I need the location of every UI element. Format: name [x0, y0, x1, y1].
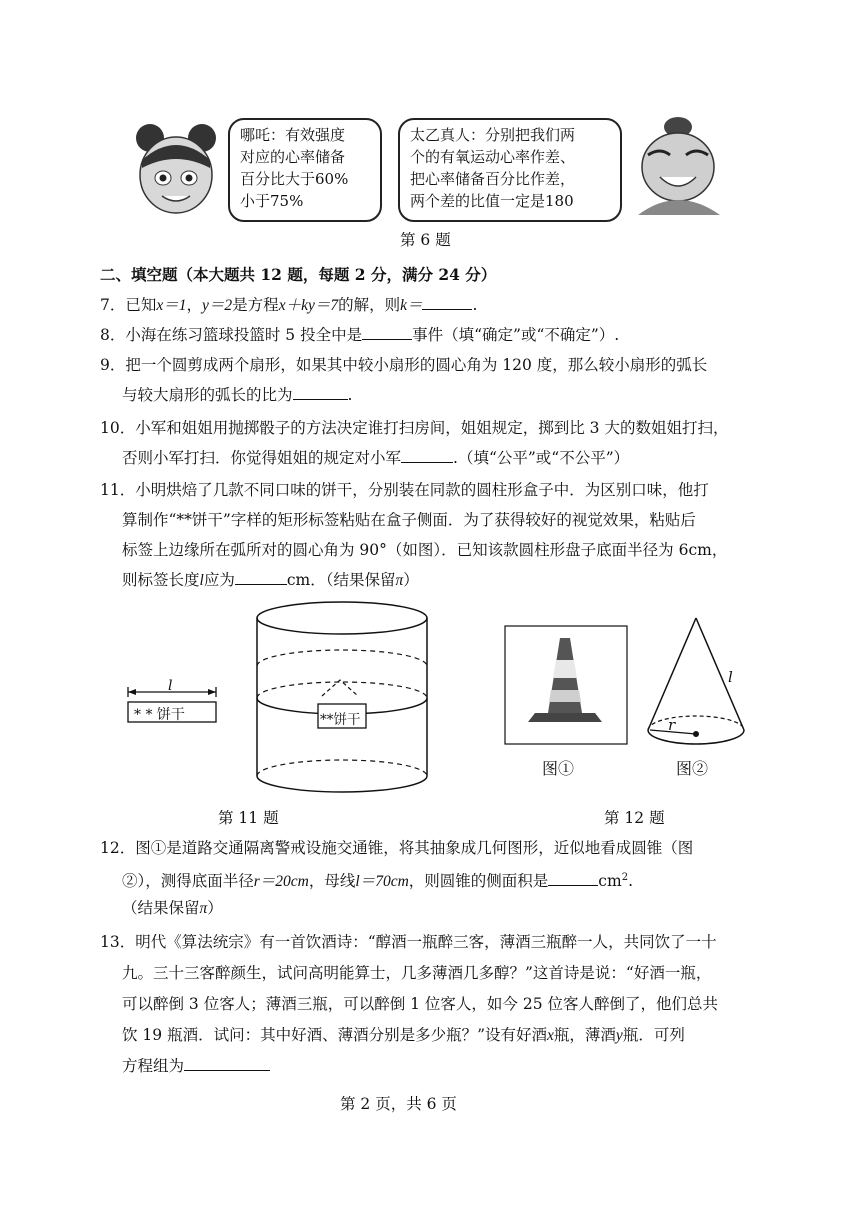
question-11-line3: 标签上边缘所在弧所对的圆心角为 90°（如图）．已知该款圆柱形盘子底面半径为 6cm，	[122, 541, 728, 559]
section-heading: 二、填空题（本大题共 12 题，每题 2 分，满分 24 分）	[100, 265, 497, 284]
answer-blank[interactable]	[184, 1056, 270, 1071]
answer-blank[interactable]	[548, 871, 598, 886]
bubble-line: 个的有氧运动心率作差、	[410, 148, 576, 166]
answer-blank[interactable]	[362, 325, 412, 340]
question-11-line4: 则标签长度l应为 cm．（结果保留π）	[122, 571, 419, 589]
figure-12	[500, 598, 780, 798]
question-8: 8．小海在练习篮球投篮时 5 投全中是 事件（填“确定”或“不确定”）.	[100, 326, 620, 344]
question-13-line3: 可以醉倒 3 位客人；薄酒三瓶，可以醉倒 1 位客人，如今 25 位客人醉倒了，他们总共	[122, 995, 719, 1013]
question-13-line4: 饮 19 瓶酒．试问：其中好酒、薄酒分别是多少瓶？”设有好酒x瓶，薄酒y瓶．可列	[122, 1026, 685, 1044]
question-13-line1: 13．明代《算法统宗》有一首饮酒诗：“醇酒一瓶醉三客，薄酒三瓶醉一人，共同饮了一十	[100, 933, 717, 951]
bubble-line: 两个差的比值一定是180	[410, 192, 574, 210]
figure-1-label: 图①	[542, 759, 575, 778]
answer-blank[interactable]	[293, 385, 348, 400]
question-13-line2: 九。三十三客醉颜生，试问高明能算士，几多薄酒几多醇？”这首诗是说：“好酒一瓶，	[122, 964, 712, 982]
bubble-line: 哪吒：有效强度	[240, 126, 346, 144]
slant-height-variable: l	[728, 668, 733, 686]
question-7: 7．已知x＝1，y＝2是方程x＋ky＝7的解，则k＝ .	[100, 296, 478, 314]
question-9-line1: 9．把一个圆剪成两个扇形，如果其中较小扇形的圆心角为 120 度，那么较小扇形的弧长	[100, 356, 708, 374]
figure-11-caption: 第 11 题	[218, 809, 279, 827]
answer-blank[interactable]	[401, 448, 453, 463]
bubble-line: 百分比大于60%	[240, 170, 349, 188]
page-footer: 第 2 页，共 6 页	[340, 1095, 457, 1113]
answer-blank[interactable]	[422, 295, 472, 310]
question-10-line1: 10．小军和姐姐用抛掷骰子的方法决定谁打扫房间，姐姐规定，掷到比 3 大的数姐姐打扫，	[100, 419, 729, 437]
answer-blank[interactable]	[235, 570, 287, 585]
figure-2-label: 图②	[676, 759, 709, 778]
flat-label-text: * * 饼干	[134, 707, 185, 723]
nezha-illustration	[130, 120, 222, 220]
taiyi-illustration	[628, 115, 726, 215]
question-13-line5: 方程组为	[122, 1056, 270, 1076]
question-11-line1: 11．小明烘焙了几款不同口味的饼干，分别装在同款的圆柱形盒子中．为区别口味，他打	[100, 481, 709, 499]
figure-12-caption: 第 12 题	[604, 809, 665, 827]
question-9-line2: 与较大扇形的弧长的比为 .	[122, 386, 353, 404]
question-12-line3: （结果保留π）	[122, 899, 223, 917]
radius-variable: r	[668, 716, 676, 734]
cylinder-label-text: **饼干	[320, 712, 361, 728]
bubble-line: 太乙真人：分别把我们两	[410, 126, 576, 144]
bubble-line: 对应的心率储备	[240, 148, 346, 166]
bubble-line: 小于75%	[240, 192, 304, 210]
q6-caption: 第 6 题	[400, 231, 451, 249]
question-10-line2: 否则小军打扫．你觉得姐姐的规定对小军 .（填“公平”或“不公平”）	[122, 449, 630, 467]
question-12-line1: 12．图①是道路交通隔离警戒设施交通锥，将其抽象成几何图形，近似地看成圆锥（图	[100, 839, 694, 857]
figure-11	[120, 598, 460, 798]
question-12-line2: ②），测得底面半径r＝20cm，母线l＝70cm，则圆锥的侧面积是 $cm^2$.	[122, 872, 633, 891]
taiyi-speech-bubble	[398, 118, 622, 222]
nezha-speech-bubble	[228, 118, 382, 222]
question-11-line2: 算制作“**饼干”字样的矩形标签粘贴在盒子侧面．为了获得较好的视觉效果，粘贴后	[122, 511, 696, 529]
length-variable: l	[168, 678, 173, 694]
bubble-line: 把心率储备百分比作差，	[410, 170, 576, 188]
